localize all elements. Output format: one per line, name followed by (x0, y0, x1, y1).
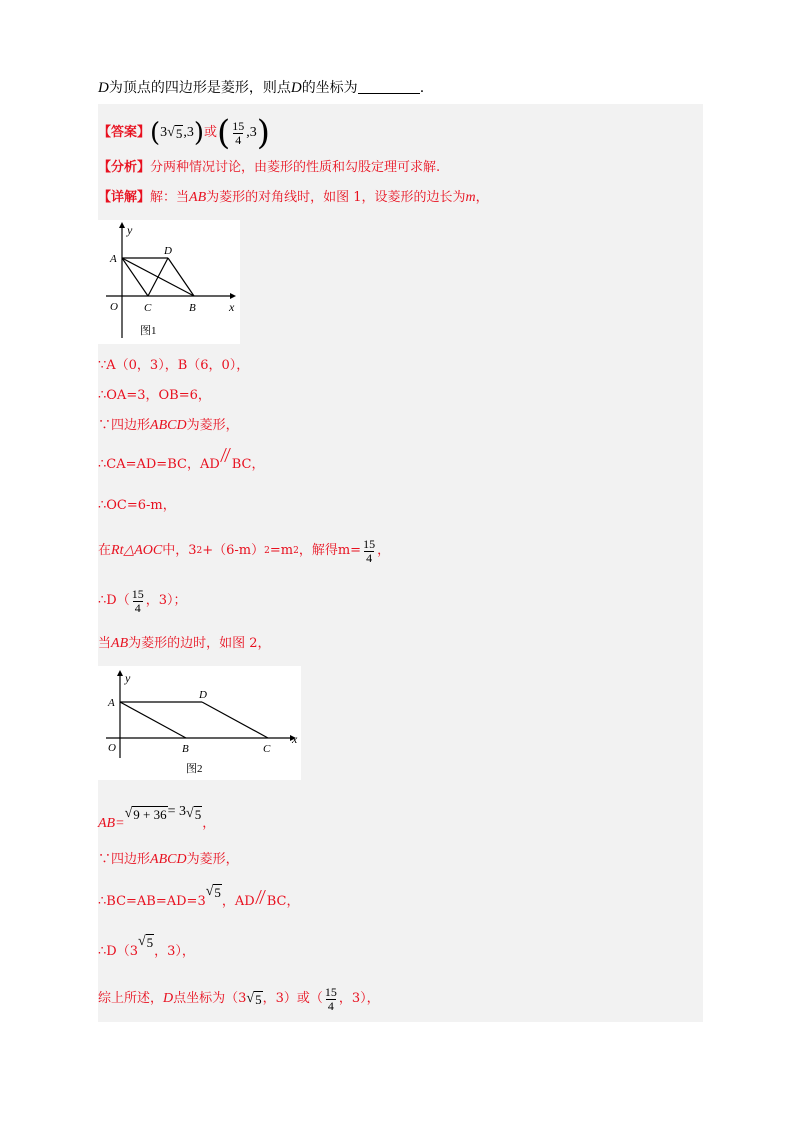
step-1: ∵A（0，3），B（6，0）， (98, 358, 250, 373)
step-8: 当AB为菱形的边时，如图 2， (98, 636, 271, 651)
fig1-ac (122, 258, 148, 296)
question-end: . (419, 80, 425, 96)
fig2-label-a: A (108, 697, 115, 709)
fig2-ab (120, 702, 186, 738)
parallel-symbol-2 (255, 890, 267, 904)
conclusion-frac: $\frac{15}{4}$ (324, 984, 337, 1013)
step2-4: ∴D（3 √ 5 ，3）， (98, 934, 195, 959)
fig1-label-y: y (127, 223, 133, 237)
fig1-label-b: B (189, 302, 196, 314)
answer-after-frac: ,3 (246, 125, 257, 140)
fig1-label-o: O (110, 301, 118, 313)
step-7-frac: $\frac{15}{4}$ (131, 586, 144, 615)
fig1-label-x: x (229, 300, 235, 314)
step2-2: ∵四边形ABCD为菱形， (98, 852, 239, 867)
fig2-label-y: y (125, 671, 131, 685)
analysis-tag: 【分析】 (98, 160, 151, 175)
figure-1-svg (98, 220, 240, 344)
fig2-label-c: C (263, 743, 271, 755)
fig1-caption: 图1 (140, 325, 157, 337)
step-7: ∴D（ $\frac{15}{4}$ ，3）； (98, 586, 187, 615)
solution-panel (98, 104, 703, 1022)
fig1-x-arrow (230, 293, 236, 299)
var-d-2: D (290, 80, 302, 96)
detail-line: 【详解】解：当AB为菱形的对角线时，如图 1，设菱形的边长为m， (98, 190, 489, 205)
answer-frac: $\frac{15}{4}$ (232, 118, 245, 147)
figure-2-svg (98, 666, 301, 780)
answer-sqrt: √ 5 (167, 125, 183, 141)
analysis-line (98, 158, 440, 178)
step-6-frac: $\frac{15}{4}$ (363, 536, 376, 565)
figure-2 (98, 666, 301, 780)
analysis-text: 分两种情况讨论，由菱形的性质和勾股定理可求解. (150, 160, 441, 175)
step-6: 在 Rt△AOC 中，3 2 +（6-m） 2 =m 2 ，解得 m= $\frac{15}{4}$ ， (98, 536, 391, 565)
conclusion-line: 综上所述， D 点坐标为（3 √ 5 ，3）或（ $\frac{15}{4}$ ，3）， (98, 984, 380, 1013)
question-line (98, 76, 698, 100)
step-4: ∴CA=AD=BC，AD BC， (98, 454, 265, 475)
ab-sqrt: √ 9 + 36 (124, 806, 167, 822)
parallel-symbol (220, 448, 232, 462)
answer-or: 或 (204, 125, 218, 140)
detail-tag: 【详解】 (98, 190, 151, 205)
fig2-label-x: x (292, 732, 298, 746)
conclusion-sqrt: √ 5 (246, 991, 262, 1007)
answer-after-rad: ,3 (183, 125, 194, 140)
fig1-y-arrow (119, 222, 125, 228)
fig2-y-arrow (117, 670, 123, 676)
answer-line: 【答案】 ( 3 √ 5 ,3 ) 或 ( $\frac{15}{4}$ ,3 ) (98, 113, 271, 153)
answer-blank (358, 79, 420, 94)
fig1-label-a: A (110, 253, 117, 265)
var-d: D (98, 80, 109, 96)
step2-4-sqrt: √ 5 (137, 934, 154, 950)
fig2-label-o: O (108, 742, 116, 754)
ab-length-line: AB= √ 9 + 36 = 3 √ 5 ， (98, 804, 216, 831)
fig2-caption: 图2 (186, 763, 203, 775)
step-5: ∴OC=6-m， (98, 498, 176, 513)
step2-3-sqrt: √ 5 (205, 884, 221, 900)
fig2-label-b: B (182, 743, 189, 755)
step-2: ∴OA=3，OB=6， (98, 388, 211, 403)
step-3: ∵四边形ABCD为菱形， (98, 418, 239, 433)
question-text-2: 的坐标为 (301, 80, 358, 96)
ab-sqrt-2: √ 5 (186, 806, 202, 822)
fig1-cd (148, 258, 168, 296)
fig1-label-c: C (144, 302, 152, 314)
fig2-label-d: D (199, 689, 207, 701)
answer-coef: 3 (160, 125, 168, 140)
fig1-db (168, 258, 194, 296)
figure-1 (98, 220, 240, 344)
step2-3: ∴BC=AB=AD=3 √ 5 ，AD BC， (98, 884, 300, 909)
fig2-dc (202, 702, 268, 738)
question-text-1: 为顶点的四边形是菱形，则点 (108, 80, 291, 96)
answer-tag: 【答案】 (98, 125, 151, 140)
fig1-label-d: D (164, 245, 172, 257)
